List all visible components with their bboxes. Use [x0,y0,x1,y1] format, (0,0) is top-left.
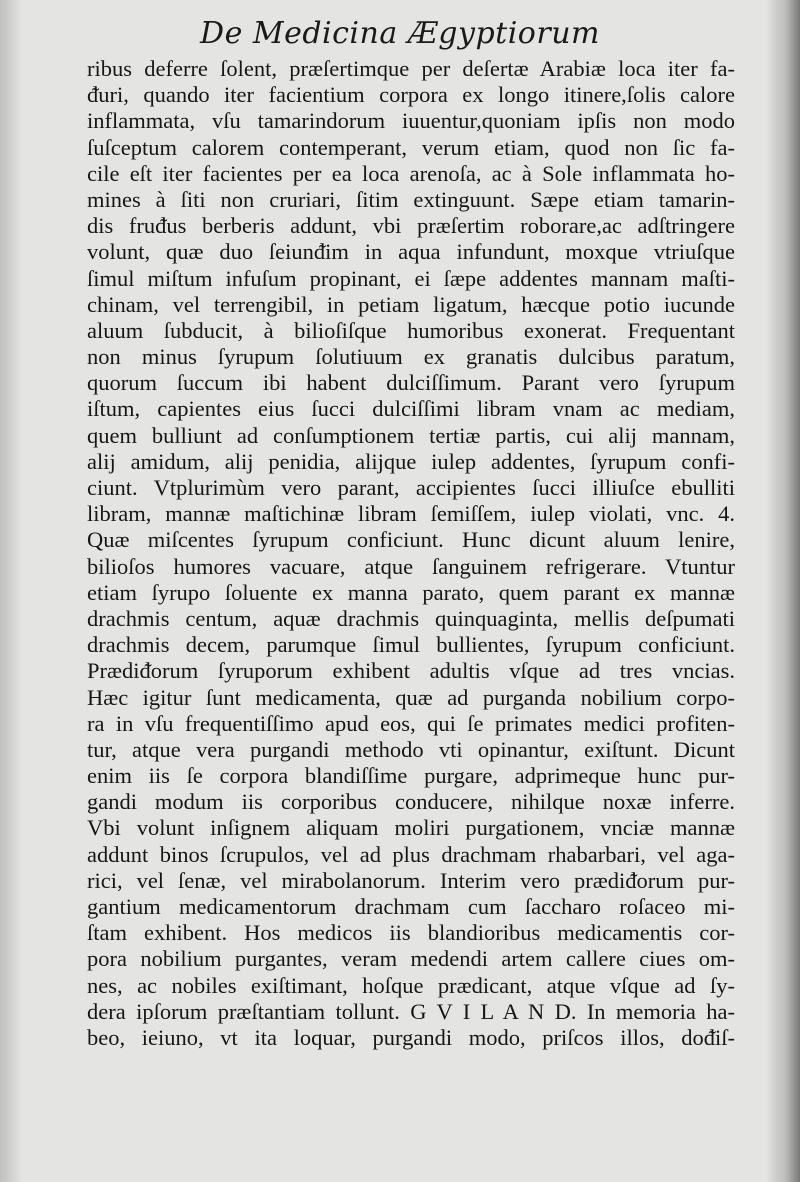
body-text [87,56,735,1051]
text-line: Quæ miſcentes ſyrupum conficiunt. Hunc dicunt aluum lenire, [87,527,735,553]
text-line: Vbi volunt inſignem aliquam moliri purgationem, vnciæ mannæ [87,815,735,841]
text-line: ᵭuri, quando iter facientium corpora ex longo itinere,ſolis calore [87,82,735,108]
text-line: etiam ſyrupo ſoluente ex manna parato, quem parant ex mannæ [87,579,735,605]
text-line: drachmis centum, aquæ drachmis quinquaginta, mellis deſpumati [87,605,735,631]
text-line: addunt binos ſcrupulos, vel ad plus drachmam rhabarbari, vel aga- [87,841,735,867]
text-line: volunt, quæ duo ſeiunᵭim in aqua infundunt, moxque vtriuſque [87,239,735,265]
text-line: inflammata, vſu tamarindorum iuuentur,quoniam ipſis non modo [87,108,735,134]
text-line: quem bulliunt ad conſumptionem tertiæ partis, cui alij mannam, [87,422,735,448]
text-line: ſuſceptum calorem contemperant, verum etiam, quod non ſic fa- [87,134,735,160]
text-line: mines à ſiti non cruriari, ſitim extinguunt. Sæpe etiam tamarin- [87,186,735,212]
text-line: ſtam exhibent. Hos medicos iis blandioribus medicamentis cor- [87,920,735,946]
text-line: Hæc igitur ſunt medicamenta, quæ ad purganda nobilium corpo- [87,684,735,710]
text-line: bilioſos humores vacuare, atque ſanguinem refrigerare. Vtuntur [87,553,735,579]
text-line: ciunt. Vtplurimùm vero parant, accipientes ſucci illiuſce ebulliti [87,475,735,500]
text-line: drachmis decem, parumque ſimul bullientes, ſyrupum conficiunt. [87,632,735,658]
text-line: nes, ac nobiles exiſtimant, hoſque prædicant, atque vſque ad ſy- [87,972,735,998]
text-line: gandi modum iis corporibus conducere, nihilque noxæ inferre. [87,789,735,815]
running-head: De Medicina Ægyptiorum [200,16,600,51]
text-line: chinam, vel terrengibil, in petiam ligatum, hæcque potio iucunde [87,291,735,317]
text-line: beo, ieiuno, vt ita loquar, purgandi modo, priſcos illos, doᵭiſ- [87,1024,735,1050]
text-line: ſimul miſtum infuſum propinant, ei ſæpe addentes mannam maſti- [87,265,735,291]
binding-gutter-shadow [766,0,800,1182]
text-line: ribus deferre ſolent, præſertimque per deſertæ Arabiæ loca iter fa- [87,56,735,81]
text-line: ra in vſu frequentiſſimo apud eos, qui ſe primates medici profiten- [87,710,735,736]
text-line: tur, atque vera purgandi methodo vti opinantur, exiſtunt. Dicunt [87,736,735,762]
text-line: pora nobilium purgantes, veram medendi artem callere ciues om- [87,946,735,972]
text-line: Prædiᵭorum ſyruporum exhibent adultis vſque ad tres vncias. [87,658,735,684]
text-line: gantium medicamentorum drachmam cum ſaccharo roſaceo mi- [87,894,735,919]
text-line: enim iis ſe corpora blandiſſime purgare, adprimeque hunc pur- [87,763,735,789]
text-line: rici, vel ſenæ, vel mirabolanorum. Interim vero prædiᵭorum pur- [87,867,735,893]
text-line: non minus ſyrupum ſolutiuum ex granatis dulcibus paratum, [87,344,735,370]
text-line: libram, mannæ maſtichinæ libram ſemiſſem, iulep violati, vnc. 4. [87,501,735,527]
text-line: quorum ſuccum ibi habent dulciſſimum. Parant vero ſyrupum [87,370,735,396]
text-line: iſtum, capientes eius ſucci dulciſſimi libram vnam ac mediam, [87,396,735,422]
text-line: aluum ſubducit, à bilioſiſque humoribus exonerat. Frequentant [87,317,735,343]
text-line: dis fruᵭus berberis addunt, vbi præſertim roborare,ac adſtringere [87,213,735,239]
text-line: dera ipſorum præſtantiam tollunt. G V I L A N D. In memoria ha- [87,998,735,1024]
text-line: cile eſt iter facientes per ea loca arenoſa, ac à Sole inflammata ho- [87,160,735,186]
text-line: alij amidum, alij penidia, alijque iulep addentes, ſyrupum confi- [87,448,735,474]
page-edge-shadow [0,0,22,1182]
